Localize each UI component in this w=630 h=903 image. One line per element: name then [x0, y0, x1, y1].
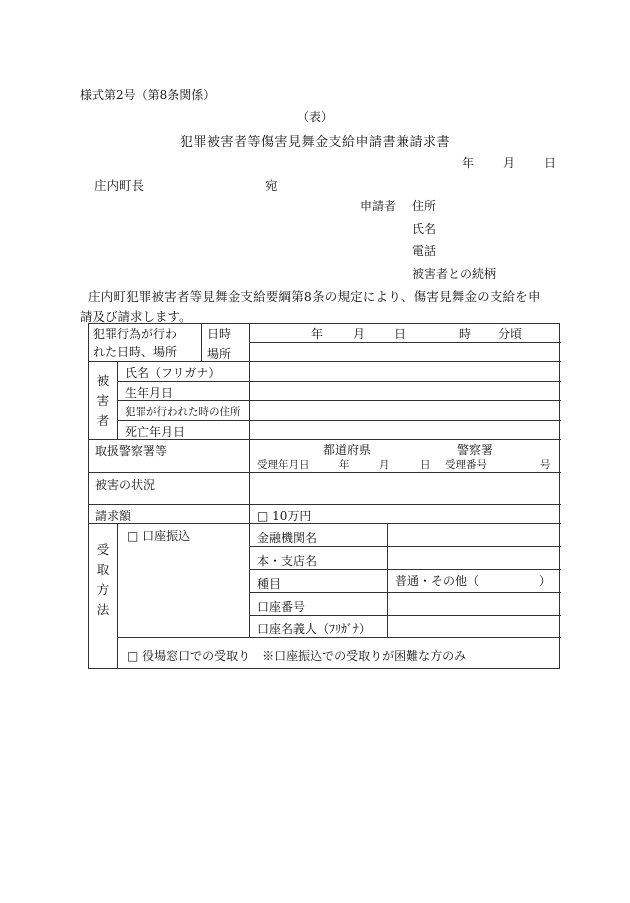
rule-police-end: [89, 472, 561, 473]
victim-name-label: 氏名（フリガナ）: [125, 366, 221, 380]
victim-death-label: 死亡年月日: [125, 425, 186, 439]
rule-crime-end: [89, 361, 561, 362]
victim-vertical-label: 被害者: [96, 373, 110, 428]
rule-victim-3: [117, 420, 561, 421]
dt-year: 年: [311, 327, 324, 341]
dt-month: 月: [353, 327, 366, 341]
rule-claim-end: [89, 523, 561, 524]
rule-bank-4: [249, 615, 561, 616]
side-label: （表）: [296, 110, 333, 124]
receipt-vertical-label: 受取方法: [96, 542, 110, 617]
rule-bank-2: [249, 569, 561, 570]
police-station-label: 警察署: [457, 443, 494, 457]
dt-day: 日: [394, 327, 407, 341]
victim-address-label: 犯罪が行われた時の住所: [125, 406, 241, 418]
dt-minute: 分頃: [498, 327, 523, 341]
dt-hour: 時: [459, 327, 472, 341]
honorific: 宛: [265, 178, 278, 193]
damage-label: 被害の状況: [95, 478, 156, 492]
date-year: 年: [462, 156, 475, 170]
date-day: 日: [544, 156, 557, 170]
col-victim-vertical: [117, 361, 118, 439]
application-table: [88, 323, 560, 669]
intro-line-2: 請及び請求します。: [80, 309, 192, 324]
victim-birth-label: 生年月日: [125, 386, 174, 400]
received-date-label: 受理年月日: [257, 459, 310, 471]
place-label: 場所: [207, 347, 232, 361]
account-number-label: 口座番号: [257, 600, 306, 614]
col-value-start: [249, 324, 250, 637]
rule-victim-2: [117, 400, 561, 401]
rule-bank-1: [249, 546, 561, 547]
rule-datetime: [249, 342, 561, 343]
rd-year: 年: [339, 459, 350, 471]
applicant-relation-label: 被害者との続柄: [412, 267, 497, 281]
col-bank-value: [387, 523, 388, 637]
bank-name-label: 金融機関名: [257, 531, 318, 545]
claim-amount-checkbox[interactable]: □ 10万円: [257, 509, 312, 523]
claim-label: 請求額: [95, 509, 132, 523]
applicant-label: 申請者: [360, 199, 397, 213]
counter-receipt-checkbox[interactable]: □ 役場窓口での受取り ※口座振込での受取りが困難な方のみ: [127, 649, 467, 663]
intro-line-1: 庄内町犯罪被害者等見舞金支給要綱第8条の規定により、傷害見舞金の支給を申: [88, 289, 541, 304]
rd-month: 月: [379, 459, 390, 471]
rule-bank-3: [249, 592, 561, 593]
rule-damage-end: [89, 504, 561, 505]
account-type-value: 普通・その他（ ）: [395, 574, 552, 588]
crime-time-place-line2: れた日時、場所: [93, 345, 178, 359]
date-month: 月: [503, 156, 516, 170]
col-receipt-vertical: [117, 523, 118, 669]
branch-label: 本・支店名: [257, 554, 318, 568]
datetime-label: 日時: [207, 327, 232, 341]
rule-victim-1: [117, 381, 561, 382]
prefecture-label: 都道府県: [323, 443, 372, 457]
document-title: 犯罪被害者等傷害見舞金支給申請書兼請求書: [179, 135, 450, 150]
applicant-phone-label: 電話: [412, 244, 437, 258]
account-holder-label: 口座名義人（ﾌﾘｶﾞﾅ）: [257, 622, 372, 636]
crime-time-place-line1: 犯罪行為が行わ: [93, 327, 178, 341]
received-number-label: 受理番号: [445, 459, 487, 471]
applicant-name-label: 氏名: [412, 222, 437, 236]
rn-unit: 号: [540, 459, 551, 471]
account-type-label: 種目: [257, 577, 282, 591]
form-number: 様式第2号（第8条関係）: [80, 88, 216, 102]
bank-transfer-checkbox[interactable]: □ 口座振込: [127, 529, 191, 543]
col-crime-sub: [201, 324, 202, 361]
applicant-address-label: 住所: [412, 199, 437, 213]
addressee: 庄内町長: [94, 178, 145, 193]
rule-bank-end: [117, 637, 561, 638]
rd-day: 日: [420, 459, 431, 471]
police-label: 取扱警察署等: [95, 444, 168, 458]
